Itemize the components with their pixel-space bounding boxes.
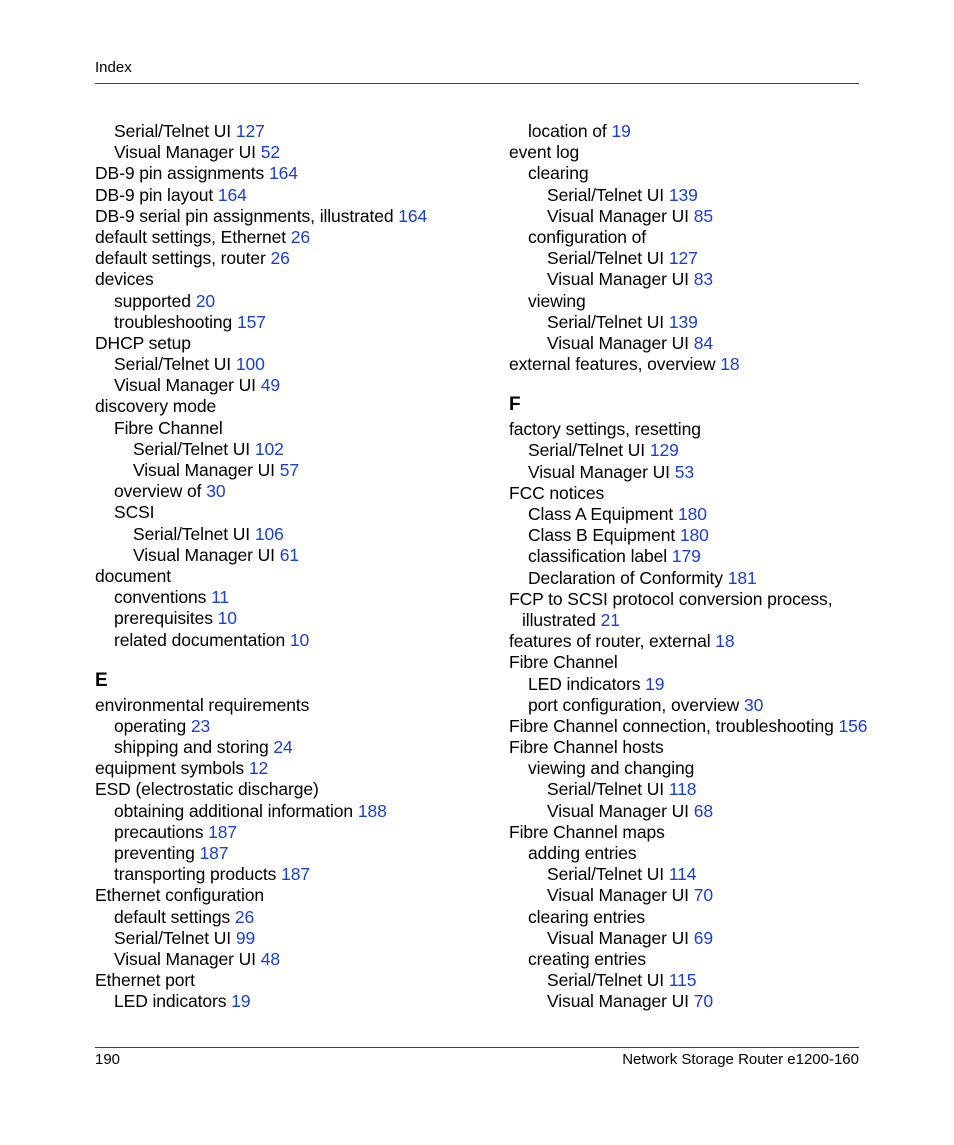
- entry-term: Serial/Telnet UI: [133, 438, 251, 459]
- entry-term: Class A Equipment: [528, 504, 674, 524]
- page-link[interactable]: 139: [668, 311, 698, 332]
- page-link[interactable]: 99: [235, 927, 256, 948]
- entry-term: Declaration of Conformity: [528, 567, 723, 588]
- entry-term: supported: [114, 290, 191, 311]
- page-link[interactable]: 11: [211, 587, 230, 608]
- entry-term: factory settings, resetting: [509, 419, 701, 440]
- footer-page-number: 190: [95, 1051, 121, 1068]
- entry-term: Fibre Channel hosts: [509, 737, 664, 758]
- page-link[interactable]: 179: [671, 546, 701, 567]
- index-entry: [95, 185, 495, 206]
- index-subentry: [509, 121, 909, 142]
- index-subentry: [95, 312, 495, 333]
- index-subentry: [509, 248, 909, 269]
- entry-term: Serial/Telnet UI: [133, 523, 251, 544]
- index-entry: [509, 419, 909, 440]
- index-subentry: [509, 312, 909, 333]
- index-subentry: [509, 227, 909, 248]
- entry-term: clearing entries: [528, 906, 646, 927]
- entry-term: LED indicators: [114, 991, 227, 1012]
- index-entry: [95, 269, 495, 290]
- entry-term: Serial/Telnet UI: [547, 248, 665, 269]
- page-link[interactable]: 19: [231, 991, 251, 1012]
- index-subentry: [95, 949, 495, 970]
- index-subentry: [509, 970, 909, 991]
- entry-term: location of: [528, 121, 607, 141]
- index-entry: [509, 142, 909, 163]
- index-entry: [95, 396, 495, 417]
- page-link[interactable]: 83: [693, 269, 713, 290]
- index-subentry: [95, 928, 495, 949]
- page-link[interactable]: 139: [668, 184, 698, 205]
- entry-term: shipping and storing: [114, 737, 269, 758]
- index-entry: [95, 566, 495, 587]
- page-link[interactable]: 18: [720, 354, 740, 375]
- entry-term: Fibre Channel: [509, 652, 618, 673]
- index-subentry: [95, 991, 495, 1012]
- entry-term: Visual Manager UI: [528, 461, 670, 482]
- entry-term: viewing and changing: [528, 758, 695, 779]
- entry-term: overview of: [114, 481, 202, 502]
- page-link[interactable]: 70: [693, 885, 713, 906]
- page-link[interactable]: 181: [727, 567, 757, 588]
- entry-term: Class B Equipment: [528, 525, 676, 546]
- page-link[interactable]: 30: [206, 481, 226, 502]
- index-subentry: [509, 333, 909, 354]
- page-link[interactable]: 18: [715, 631, 735, 652]
- entry-term: LED indicators: [528, 673, 641, 694]
- section-letter: E: [95, 669, 108, 691]
- index-entry: [95, 227, 495, 248]
- page-link[interactable]: 118: [668, 779, 697, 800]
- index-entry: [509, 737, 909, 758]
- entry-term: Serial/Telnet UI: [528, 440, 646, 461]
- entry-term: SCSI: [114, 502, 155, 523]
- index-entry: [95, 758, 495, 779]
- index-entry: [509, 589, 909, 610]
- entry-term: conventions: [114, 587, 207, 608]
- page-link[interactable]: 70: [693, 991, 713, 1012]
- page-link[interactable]: 53: [674, 461, 694, 482]
- index-subentry: [509, 674, 909, 695]
- entry-term: Visual Manager UI: [114, 948, 256, 969]
- index-entry: [95, 248, 495, 269]
- index-subentry: [95, 843, 495, 864]
- footer-doc-title: Network Storage Router e1200-160: [622, 1051, 859, 1068]
- page-link[interactable]: 106: [254, 523, 284, 544]
- page-link[interactable]: 24: [273, 737, 293, 758]
- page-link[interactable]: 102: [254, 438, 284, 459]
- header-rule: [95, 83, 859, 84]
- entry-term: FCP to SCSI protocol conversion process,: [509, 588, 833, 609]
- entry-term: external features, overview: [509, 354, 716, 375]
- entry-term: Serial/Telnet UI: [547, 184, 665, 205]
- page-link[interactable]: 100: [235, 354, 265, 375]
- index-subentry: [509, 546, 909, 567]
- index-subentry: [509, 291, 909, 312]
- entry-term: related documentation: [114, 629, 286, 650]
- index-subentry: [95, 375, 495, 396]
- index-subentry: [509, 991, 909, 1012]
- page-link[interactable]: 115: [668, 970, 697, 991]
- entry-term: Ethernet port: [95, 970, 195, 991]
- page-link[interactable]: 21: [600, 609, 620, 630]
- entry-term: default settings, Ethernet: [95, 226, 286, 247]
- entry-term: ESD (electrostatic discharge): [95, 779, 319, 800]
- page-link[interactable]: 19: [611, 121, 631, 141]
- page-link[interactable]: 10: [289, 629, 310, 650]
- index-subentry: [95, 864, 495, 885]
- index-subentry: [509, 843, 909, 864]
- entry-term: Serial/Telnet UI: [547, 864, 665, 885]
- entry-term: Ethernet configuration: [95, 885, 265, 906]
- index-subentry: [95, 481, 495, 502]
- entry-term: Visual Manager UI: [547, 332, 689, 353]
- page-link[interactable]: 10: [217, 608, 237, 629]
- entry-term: transporting products: [114, 864, 277, 885]
- entry-term: viewing: [528, 290, 586, 311]
- index-subentry: [509, 801, 909, 822]
- entry-term: clearing: [528, 163, 589, 184]
- entry-term: DB-9 pin assignments: [95, 163, 265, 184]
- index-entry: [509, 716, 909, 737]
- page-link[interactable]: 156: [838, 715, 868, 736]
- entry-term: Serial/Telnet UI: [547, 311, 665, 332]
- index-subentry: [95, 737, 495, 758]
- index-subentry: [509, 206, 909, 227]
- entry-term: precautions: [114, 821, 204, 842]
- page-link[interactable]: 19: [645, 673, 665, 694]
- page-link[interactable]: 180: [677, 504, 707, 524]
- page-link[interactable]: 164: [398, 205, 428, 226]
- page-link[interactable]: 52: [260, 142, 280, 163]
- index-subentry: [509, 185, 909, 206]
- index-subentry: [509, 695, 909, 716]
- entry-term: port configuration, overview: [528, 694, 740, 715]
- page-link[interactable]: 23: [190, 715, 211, 736]
- index-subentry: [509, 269, 909, 290]
- page-link[interactable]: 69: [693, 927, 713, 948]
- entry-term: Serial/Telnet UI: [114, 927, 232, 948]
- entry-term: configuration of: [528, 226, 647, 247]
- entry-term: Visual Manager UI: [547, 800, 689, 821]
- entry-term: default settings: [114, 906, 231, 927]
- page-link[interactable]: 164: [217, 184, 247, 205]
- page-link[interactable]: 26: [290, 226, 311, 247]
- index-subentry: [509, 758, 909, 779]
- entry-term: Visual Manager UI: [547, 205, 689, 226]
- entry-term: Visual Manager UI: [547, 269, 689, 290]
- entry-term: creating entries: [528, 948, 647, 969]
- page-link[interactable]: 12: [248, 758, 269, 779]
- index-subentry: [95, 716, 495, 737]
- index-subentry: [509, 163, 909, 184]
- entry-term: document: [95, 565, 172, 586]
- index-column-right: [509, 121, 909, 1013]
- entry-term: Fibre Channel connection, troubleshooting: [509, 715, 834, 736]
- page-link[interactable]: 48: [260, 948, 280, 969]
- entry-term: equipment symbols: [95, 758, 245, 779]
- page-link[interactable]: 20: [195, 290, 215, 311]
- index-subentry: [509, 568, 909, 589]
- entry-term: features of router, external: [509, 631, 711, 652]
- index-subentry: [509, 949, 909, 970]
- entry-term: Visual Manager UI: [133, 544, 275, 565]
- entry-term: discovery mode: [95, 396, 217, 417]
- page-link[interactable]: 26: [270, 248, 290, 269]
- entry-term: prerequisites: [114, 608, 213, 629]
- page-link[interactable]: 61: [279, 544, 299, 565]
- entry-term: Visual Manager UI: [547, 991, 689, 1012]
- index-subentry: [95, 439, 495, 460]
- page-link[interactable]: 30: [743, 694, 764, 715]
- page-link[interactable]: 127: [235, 121, 265, 141]
- entry-term: Serial/Telnet UI: [547, 779, 665, 800]
- index-entry: [509, 631, 909, 652]
- running-head: Index: [95, 59, 132, 76]
- page-link[interactable]: 84: [693, 332, 713, 353]
- entry-term: event log: [509, 142, 580, 163]
- entry-term: troubleshooting: [114, 311, 233, 332]
- index-entry: [95, 779, 495, 800]
- page-link[interactable]: 68: [693, 800, 713, 821]
- entry-term: illustrated: [522, 609, 596, 630]
- index-subentry: [95, 630, 495, 651]
- index-subentry: [509, 885, 909, 906]
- index-entry: [509, 354, 909, 375]
- page-link[interactable]: 127: [668, 248, 698, 269]
- index-column-left: [95, 121, 495, 1013]
- page-link[interactable]: 187: [208, 821, 238, 842]
- index-subentry: [509, 864, 909, 885]
- page-link[interactable]: 180: [679, 525, 709, 546]
- page-link[interactable]: 187: [281, 864, 310, 885]
- entry-term: environmental requirements: [95, 694, 310, 715]
- index-entry: [509, 483, 909, 504]
- entry-term: Fibre Channel: [114, 417, 223, 438]
- index-subentry: [95, 608, 495, 629]
- page-link[interactable]: 49: [260, 375, 280, 396]
- entry-term: adding entries: [528, 843, 637, 863]
- index-subentry: [95, 907, 495, 928]
- entry-term: Serial/Telnet UI: [114, 121, 232, 141]
- footer-rule: [95, 1047, 859, 1048]
- index-subentry: [95, 502, 495, 523]
- entry-term: obtaining additional information: [114, 800, 354, 821]
- page-link[interactable]: 114: [668, 864, 697, 885]
- entry-term: DB-9 serial pin assignments, illustrated: [95, 205, 394, 226]
- index-entry: [95, 333, 495, 354]
- index-subentry: [95, 354, 495, 375]
- entry-term: FCC notices: [509, 482, 605, 503]
- index-subentry: [509, 779, 909, 800]
- entry-term: preventing: [114, 843, 195, 863]
- index-subentry: [95, 121, 495, 142]
- index-subentry: [509, 440, 909, 461]
- entry-term: Visual Manager UI: [114, 142, 256, 163]
- index-subentry: [95, 801, 495, 822]
- index-subentry: [509, 610, 909, 631]
- entry-term: Fibre Channel maps: [509, 821, 665, 842]
- index-subentry: [95, 822, 495, 843]
- index-entry: [95, 885, 495, 906]
- index-subentry: [95, 418, 495, 439]
- index-entry: [95, 695, 495, 716]
- index-subentry: [509, 504, 909, 525]
- entry-term: default settings, router: [95, 248, 266, 269]
- index-entry: [509, 822, 909, 843]
- entry-term: Visual Manager UI: [133, 460, 275, 480]
- index-subentry: [95, 460, 495, 481]
- index-entry: [95, 163, 495, 184]
- entry-term: Visual Manager UI: [547, 927, 689, 948]
- entry-term: devices: [95, 269, 154, 290]
- index-subentry: [509, 462, 909, 483]
- entry-term: classification label: [528, 546, 668, 567]
- index-entry: [509, 652, 909, 673]
- entry-term: Visual Manager UI: [547, 885, 689, 906]
- section-letter: F: [509, 394, 521, 416]
- page-link[interactable]: 57: [279, 460, 299, 480]
- entry-term: Serial/Telnet UI: [547, 970, 665, 991]
- page-link[interactable]: 85: [693, 205, 713, 226]
- page-link[interactable]: 164: [268, 163, 298, 184]
- index-subentry: [509, 525, 909, 546]
- entry-term: Serial/Telnet UI: [114, 354, 232, 375]
- entry-term: operating: [114, 715, 187, 736]
- index-subentry: [509, 928, 909, 949]
- index-entry: [95, 970, 495, 991]
- entry-term: Visual Manager UI: [114, 375, 256, 396]
- index-subentry: [95, 545, 495, 566]
- entry-term: DB-9 pin layout: [95, 184, 214, 205]
- page-link[interactable]: 188: [357, 800, 387, 821]
- index-subentry: [509, 907, 909, 928]
- index-subentry: [95, 587, 495, 608]
- index-entry: [95, 206, 495, 227]
- page-link[interactable]: 26: [234, 906, 255, 927]
- index-subentry: [95, 524, 495, 545]
- page-link[interactable]: 129: [649, 440, 679, 461]
- page-link[interactable]: 187: [199, 843, 229, 863]
- page-link[interactable]: 157: [236, 311, 266, 332]
- index-subentry: [95, 142, 495, 163]
- entry-term: DHCP setup: [95, 332, 191, 353]
- index-subentry: [95, 291, 495, 312]
